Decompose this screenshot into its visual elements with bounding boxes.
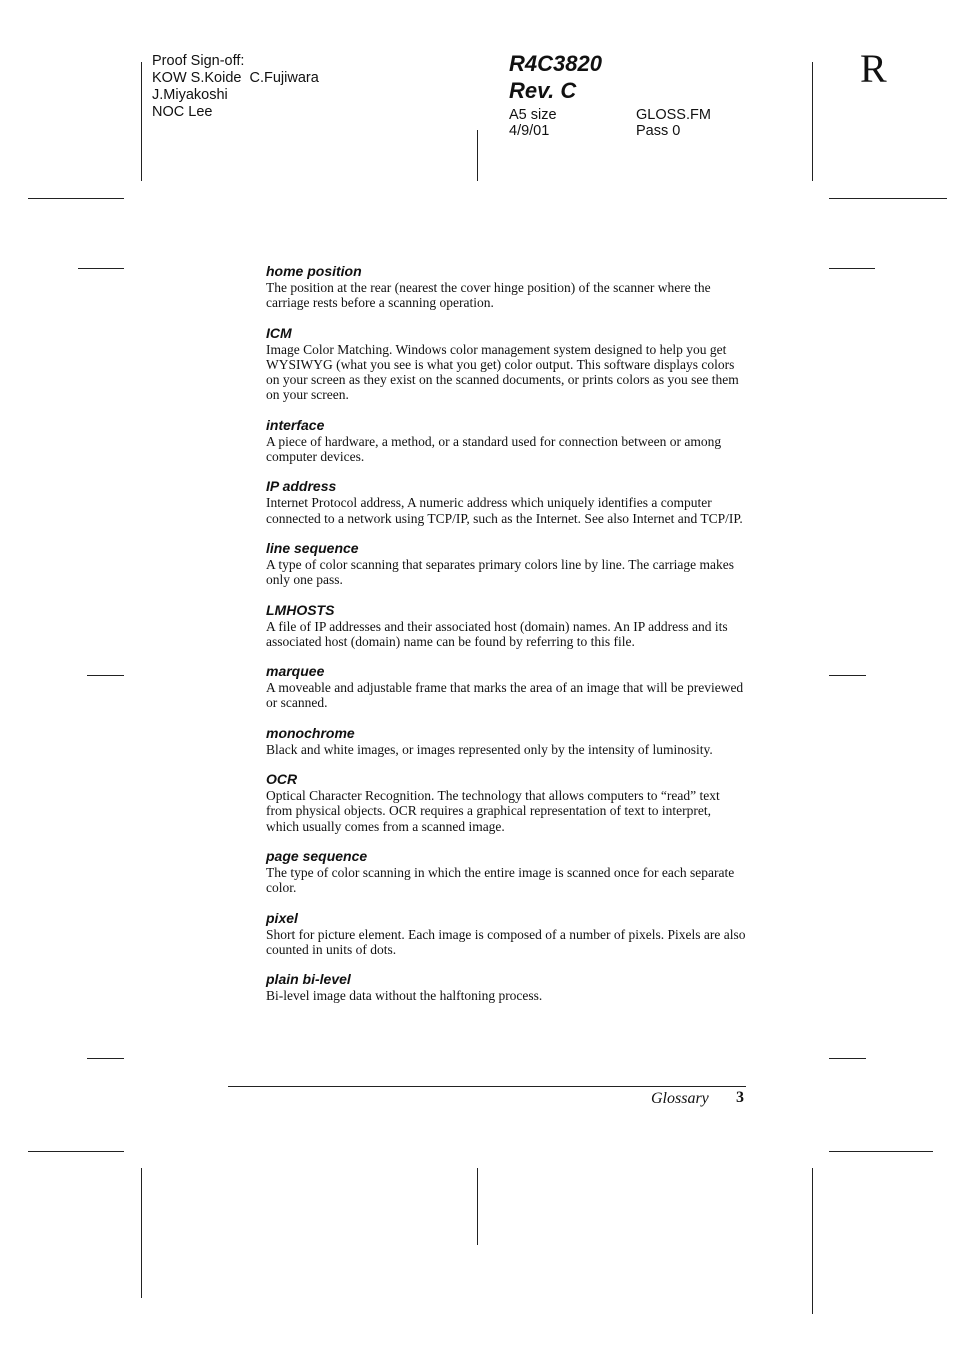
signoff-line: J.Miyakoshi xyxy=(152,87,228,103)
glossary-definition: Black and white images, or images represented only by the intensity of luminosity. xyxy=(266,741,713,757)
glossary-definition: The position at the rear (nearest the cover hinge position) of the scanner where the carriage rests before a scanning operation. xyxy=(266,280,711,311)
glossary-term: page sequence xyxy=(266,847,368,864)
signoff-line: Proof Sign-off: xyxy=(152,53,245,69)
revision: Rev. C xyxy=(509,78,577,103)
glossary-entry xyxy=(266,540,746,588)
glossary-term: ICM xyxy=(266,324,292,341)
glossary-entry xyxy=(266,417,746,465)
glossary-term: home position xyxy=(266,263,362,279)
pass-number: Pass 0 xyxy=(636,123,681,139)
crop-mark xyxy=(141,62,142,181)
glossary-definition: A file of IP addresses and their associated host (domain) names. An IP address and its associated host (domain) name can be found by referring to this file. xyxy=(266,618,728,649)
glossary-entry xyxy=(266,663,746,711)
crop-mark xyxy=(829,198,947,199)
page-number: 3 xyxy=(736,1089,744,1106)
glossary-definition: Internet Protocol address, A numeric address which uniquely identifies a computer connected to a network using TCP/IP, such as the Internet. See also Internet and TCP/IP. xyxy=(266,495,743,526)
glossary-term: LMHOSTS xyxy=(266,601,335,618)
glossary-entry xyxy=(266,263,746,311)
glossary-entry xyxy=(266,971,746,1003)
crop-mark xyxy=(812,62,813,181)
crop-mark xyxy=(78,268,124,269)
glossary-term: IP address xyxy=(266,478,337,495)
glossary-term: line sequence xyxy=(266,539,359,556)
glossary-entry xyxy=(266,725,746,757)
crop-mark xyxy=(141,1168,142,1298)
glossary-definition: Optical Character Recognition. The technology that allows computers to “read” text from physical objects. OCR requires a graphical representation of text to interpret, which usually comes from a scanned image. xyxy=(266,788,720,834)
signoff-line: NOC Lee xyxy=(152,104,213,120)
crop-mark xyxy=(87,1058,124,1059)
glossary-term: plain bi-level xyxy=(266,971,351,988)
glossary-entry xyxy=(266,478,746,526)
glossary-entry xyxy=(266,910,746,958)
glossary-definition: Bi-level image data without the halftoning process. xyxy=(266,988,543,1004)
crop-mark xyxy=(477,130,478,181)
proof-signoff xyxy=(152,53,319,121)
glossary-definition: A type of color scanning that separates primary colors line by line. The carriage makes only one pass. xyxy=(266,556,734,588)
corner-letter: R xyxy=(860,46,887,91)
glossary-term: interface xyxy=(266,416,325,433)
date: 4/9/01 xyxy=(509,123,550,139)
crop-mark xyxy=(829,268,875,269)
signoff-line: KOW S.Koide C.Fujiwara xyxy=(152,70,319,86)
footer-rule xyxy=(228,1086,746,1087)
glossary-term: monochrome xyxy=(266,724,355,741)
glossary-definition: Short for picture element. Each image is composed of a number of pixels. Pixels are also counted in units of dots. xyxy=(266,926,746,957)
crop-mark xyxy=(28,198,124,199)
crop-mark xyxy=(829,1151,933,1152)
glossary-definition: A piece of hardware, a method, or a standard used for connection between or among computer devices. xyxy=(266,433,722,465)
glossary-entry xyxy=(266,325,746,403)
doc-code: R4C3820 xyxy=(509,51,602,76)
crop-mark xyxy=(829,675,866,676)
footer-section-title: Glossary xyxy=(651,1090,709,1107)
glossary-definition: Image Color Matching. Windows color management system designed to help you get WYSIWYG (what you see is what you get) color output. This software displays colors on your screen as they exist on the scanned documents, or prints colors as you see them on your screen. xyxy=(266,341,739,403)
crop-mark xyxy=(829,1058,866,1059)
crop-mark xyxy=(28,1151,124,1152)
document-title xyxy=(509,50,602,104)
glossary-entry xyxy=(266,771,746,834)
glossary-entry xyxy=(266,848,746,896)
glossary-entry xyxy=(266,602,746,650)
crop-mark xyxy=(477,1168,478,1245)
glossary-term: pixel xyxy=(266,909,298,926)
crop-mark xyxy=(87,675,124,676)
glossary-list xyxy=(266,263,746,1017)
glossary-term: OCR xyxy=(266,771,298,788)
glossary-definition: A moveable and adjustable frame that marks the area of an image that will be previewed or scanned. xyxy=(266,680,744,711)
page-size: A5 size xyxy=(509,107,557,123)
file-name: GLOSS.FM xyxy=(636,107,711,123)
glossary-term: marquee xyxy=(266,663,325,680)
crop-mark xyxy=(812,1168,813,1314)
glossary-definition: The type of color scanning in which the entire image is scanned once for each separate color. xyxy=(266,864,735,896)
